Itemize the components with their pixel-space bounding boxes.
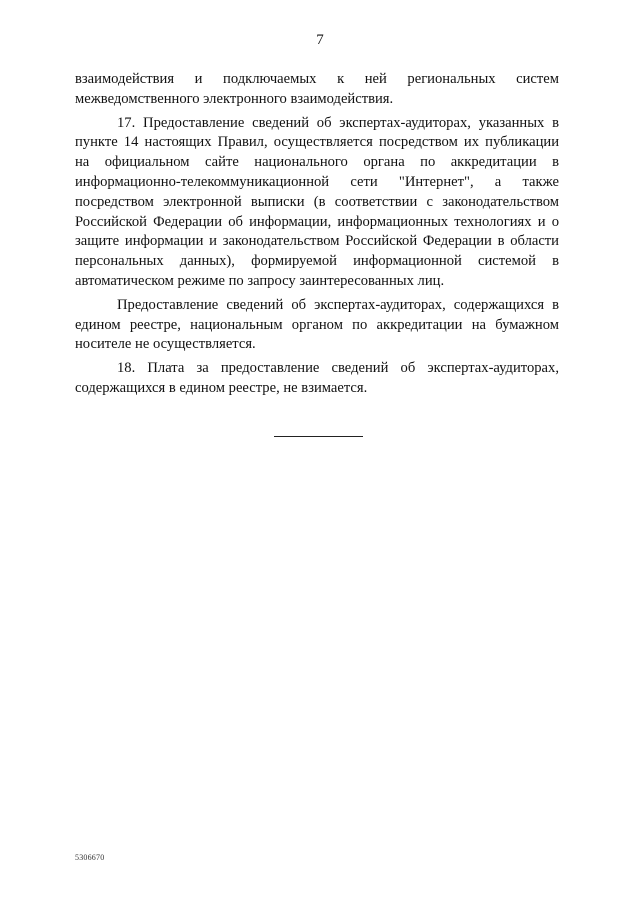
page-number: 7 [316,32,324,48]
document-code: 5306670 [75,853,105,862]
document-body [75,70,559,399]
paragraph-clause-17: 17. Предоставление сведений об экспертах-аудиторах, указанных в пункте 14 настоящих Правил, осуществляется посредством их публикации на официальном сайте национального органа по аккредитации в информационно-телекоммуникационной сети "Интернет", а также посредством электронной выписки (в соответствии с законодательством Российской Федерации об информации, информационных технологиях и о защите информации и законодательством Российской Федерации в области персональных данных), формируемой информационной системой в автоматическом режиме по запросу заинтересованных лиц. [75,114,559,289]
end-separator-line [274,436,363,437]
paragraph-paper-form: Предоставление сведений об экспертах-аудиторах, содержащихся в едином реестре, национальным органом по аккредитации на бумажном носителе не осуществляется. [75,296,559,353]
paragraph-continuation: взаимодействия и подключаемых к ней региональных систем межведомственного электронного взаимодействия. [75,71,559,107]
paragraph-clause-18: 18. Плата за предоставление сведений об экспертах-аудиторах, содержащихся в едином реестре, не взимается. [75,360,559,396]
